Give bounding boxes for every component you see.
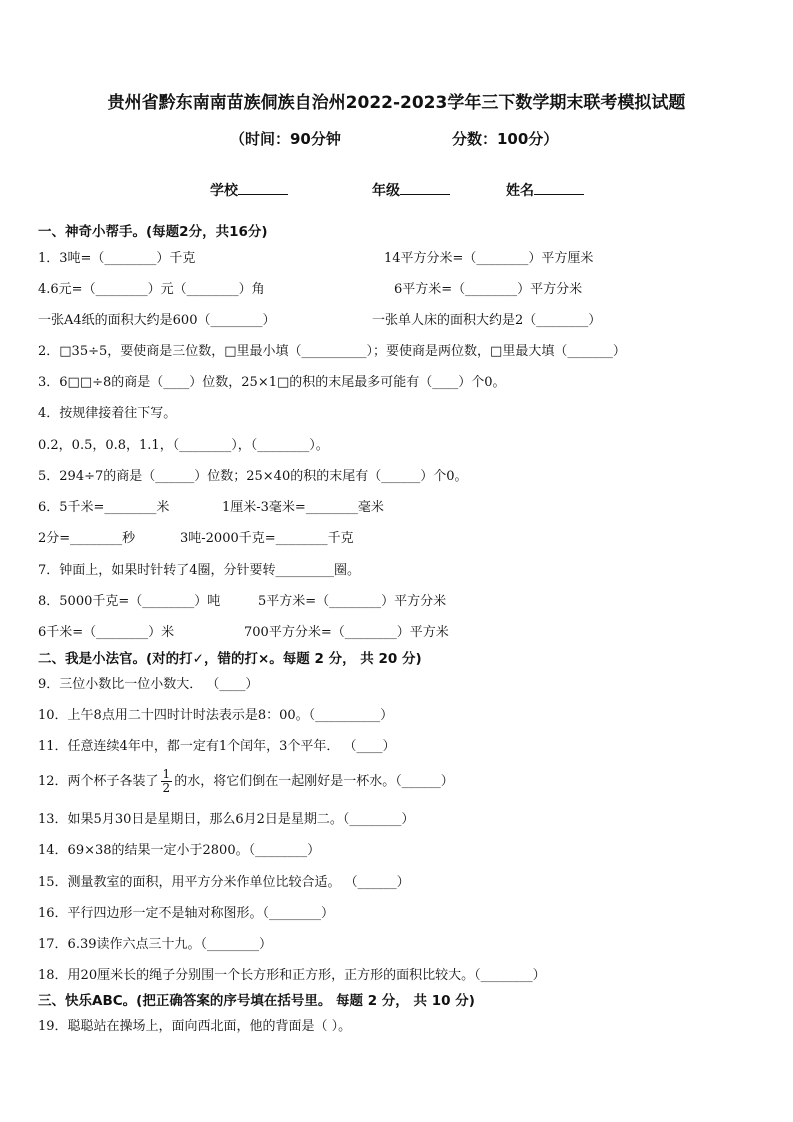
fraction-one-half bbox=[161, 768, 173, 795]
question-12 bbox=[38, 768, 454, 796]
name-field bbox=[506, 180, 584, 200]
fraction-denominator: 2 bbox=[162, 781, 171, 795]
question-2: 2．□35÷5，要使商是三位数，□里最小填（__________）；要使商是两位数，□里最大填（_______） bbox=[38, 344, 626, 359]
question-1f: 一张单人床的面积大约是2（________） bbox=[372, 313, 602, 328]
question-9: 9．三位小数比一位小数大． （____） bbox=[38, 677, 259, 692]
question-16: 16．平行四边形一定不是轴对称图形。（________） bbox=[38, 906, 335, 921]
question-1a: 1．3吨=（________）千克 bbox=[38, 251, 196, 266]
question-4-sequence: 0.2，0.5，0.8，1.1，（________），（________）。 bbox=[38, 438, 329, 453]
question-1c: 4.6元=（________）元（________）角 bbox=[38, 282, 265, 297]
grade-field bbox=[372, 180, 450, 200]
question-8a: 8．5000千克=（________）吨 bbox=[38, 594, 221, 609]
question-12-prefix: 12．两个杯子各装了 bbox=[38, 774, 159, 789]
time-info: （时间：90分钟 bbox=[230, 130, 341, 148]
question-1d: 6平方米=（________）平方分米 bbox=[394, 282, 583, 297]
question-1b: 14平方分米=（________）平方厘米 bbox=[384, 251, 594, 266]
question-18: 18．用20厘米长的绳子分别围一个长方形和正方形，正方形的面积比较大。（________） bbox=[38, 968, 546, 983]
question-17: 17．6.39读作六点三十九。（________） bbox=[38, 937, 272, 952]
question-8d: 700平方分米=（________）平方米 bbox=[244, 625, 449, 640]
question-3: 3．6□□÷8的商是（____）位数，25×1□的积的末尾最多可能有（____）个0。 bbox=[38, 375, 506, 390]
school-blank[interactable] bbox=[238, 180, 288, 195]
name-label: 姓名 bbox=[506, 183, 534, 199]
question-6d: 3吨-2000千克=________千克 bbox=[180, 531, 354, 546]
fraction-numerator: 1 bbox=[162, 767, 171, 781]
score-info: 分数：100分） bbox=[452, 130, 559, 148]
section1-heading: 一、神奇小帮手。(每题2分，共16分) bbox=[38, 224, 268, 240]
question-14: 14．69×38的结果一定小于2800。（________） bbox=[38, 843, 321, 858]
question-13: 13．如果5月30日是星期日，那么6月2日是星期二。（________） bbox=[38, 812, 415, 827]
question-12-suffix: 的水，将它们倒在一起刚好是一杯水。（______） bbox=[174, 774, 454, 789]
question-6b: 1厘米-3毫米=________毫米 bbox=[222, 500, 384, 515]
question-15: 15．测量教室的面积，用平方分米作单位比较合适。 （______） bbox=[38, 875, 410, 890]
name-blank[interactable] bbox=[534, 180, 584, 195]
section2-heading: 二、我是小法官。(对的打✓，错的打×。每题 2 分， 共 20 分) bbox=[38, 651, 422, 667]
question-11: 11．任意连续4年中，都一定有1个闰年，3个平年． （____） bbox=[38, 739, 396, 754]
question-7: 7．钟面上，如果时针转了4圈，分针要转_________圈。 bbox=[38, 563, 361, 578]
question-6a: 6．5千米=________米 bbox=[38, 500, 170, 515]
school-label: 学校 bbox=[210, 183, 238, 199]
grade-label: 年级 bbox=[372, 183, 400, 199]
section3-heading: 三、快乐ABC。(把正确答案的序号填在括号里。 每题 2 分， 共 10 分) bbox=[38, 993, 475, 1009]
question-1e: 一张A4纸的面积大约是600（________） bbox=[38, 313, 276, 328]
question-8c: 6千米=（________）米 bbox=[38, 625, 175, 640]
exam-title: 贵州省黔东南南苗族侗族自治州2022-2023学年三下数学期末联考模拟试题 bbox=[107, 93, 686, 113]
grade-blank[interactable] bbox=[400, 180, 450, 195]
question-4: 4．按规律接着往下写。 bbox=[38, 406, 177, 421]
question-5: 5．294÷7的商是（______）位数；25×40的积的末尾有（______）个0。 bbox=[38, 469, 468, 484]
question-6c: 2分=________秒 bbox=[38, 531, 136, 546]
school-field bbox=[210, 180, 288, 200]
question-19: 19．聪聪站在操场上，面向西北面，他的背面是（ ）。 bbox=[38, 1019, 352, 1034]
question-8b: 5平方米=（________）平方分米 bbox=[258, 594, 447, 609]
question-10: 10．上午8点用二十四时计时法表示是8：00。（__________） bbox=[38, 708, 394, 723]
